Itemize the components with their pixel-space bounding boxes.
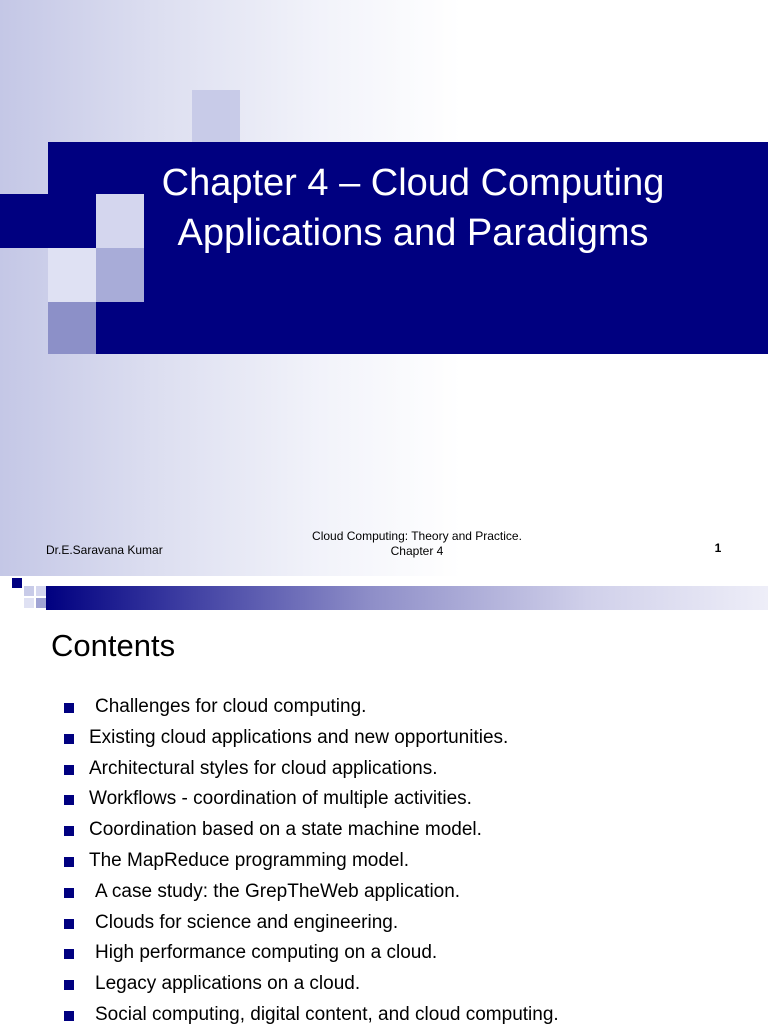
- list-item-text: Legacy applications on a cloud.: [95, 973, 361, 995]
- slide-title: [118, 158, 708, 258]
- contents-title: Contents: [51, 628, 176, 663]
- square-bullet-icon: [64, 703, 74, 713]
- footer-book-line-1: Cloud Computing: Theory and Practice.: [312, 529, 522, 543]
- decorative-square: [24, 586, 34, 596]
- decorative-square: [24, 598, 34, 608]
- footer-book-line-2: Chapter 4: [390, 544, 444, 558]
- square-bullet-icon: [64, 888, 74, 898]
- square-bullet-icon: [64, 765, 74, 775]
- list-item-text: Existing cloud applications and new opportunities.: [89, 726, 509, 748]
- list-item-text: High performance computing on a cloud.: [95, 942, 438, 964]
- decorative-square: [0, 194, 48, 248]
- square-bullet-icon: [64, 980, 74, 990]
- list-item-text: Clouds for science and engineering.: [95, 911, 399, 933]
- list-item-text: Workflows - coordination of multiple activities.: [89, 788, 472, 810]
- square-bullet-icon: [64, 1011, 74, 1021]
- slide-title-line-1: Chapter 4 – Cloud Computing: [161, 162, 665, 204]
- contents-slide: [0, 576, 768, 1024]
- slide-title-line-2: Applications and Paradigms: [177, 212, 649, 254]
- list-item-text: The MapReduce programming model.: [89, 849, 409, 871]
- square-bullet-icon: [64, 795, 74, 805]
- square-bullet-icon: [64, 734, 74, 744]
- decorative-square: [36, 586, 46, 596]
- decorative-square: [48, 302, 96, 354]
- page-number: 1: [714, 541, 722, 555]
- list-item-text: Challenges for cloud computing.: [95, 696, 367, 717]
- list-item-text: Architectural styles for cloud applications.: [89, 757, 438, 779]
- square-bullet-icon: [64, 826, 74, 836]
- square-bullet-icon: [64, 949, 74, 959]
- list-item-text: Coordination based on a state machine model.: [89, 819, 482, 841]
- footer-author: Dr.E.Saravana Kumar: [46, 543, 163, 557]
- decorative-square: [12, 578, 22, 588]
- decorative-square: [192, 90, 240, 142]
- square-bullet-icon: [64, 919, 74, 929]
- list-item-text: Social computing, digital content, and cloud computing.: [95, 1003, 559, 1024]
- footer-book-title: [296, 529, 538, 559]
- header-gradient-bar: [46, 586, 768, 610]
- decorative-square: [48, 248, 96, 302]
- decorative-square: [36, 598, 46, 608]
- list-item-text: A case study: the GrepTheWeb application.: [95, 880, 461, 902]
- square-bullet-icon: [64, 857, 74, 867]
